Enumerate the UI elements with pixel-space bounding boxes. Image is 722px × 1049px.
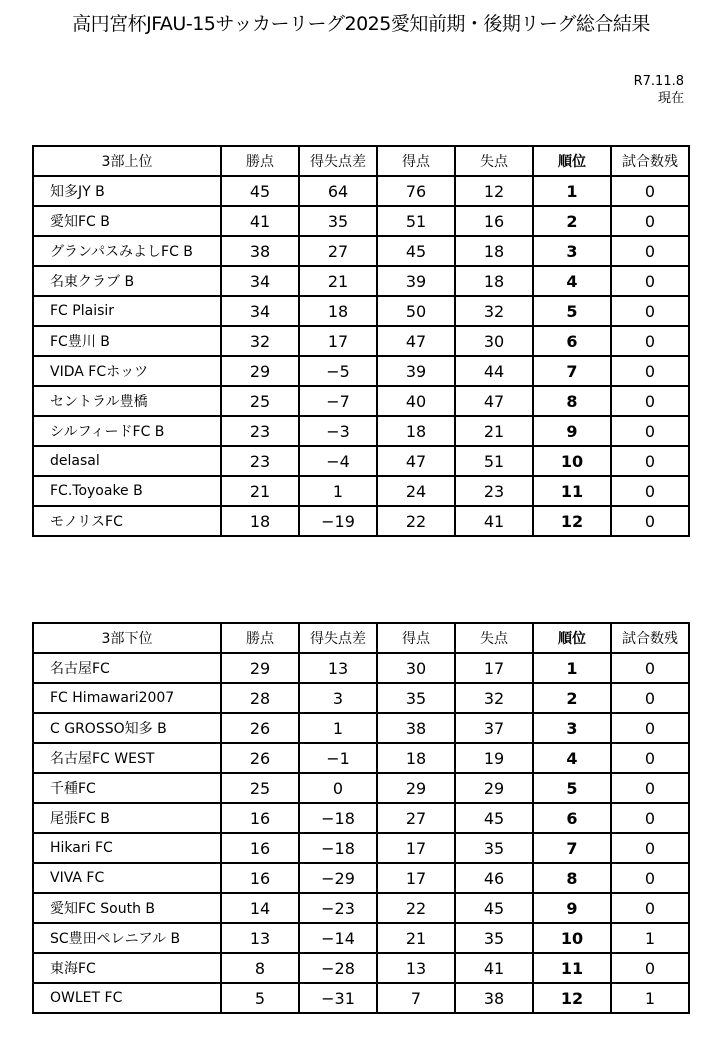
goals-against-cell: 18 bbox=[455, 266, 533, 296]
points-cell: 34 bbox=[221, 266, 299, 296]
team-name: グランパスみよしFC B bbox=[33, 236, 221, 266]
rank-cell: 2 bbox=[533, 683, 611, 713]
as-of-label: 現在 bbox=[657, 91, 684, 106]
goals-for-cell: 29 bbox=[377, 773, 455, 803]
as-of-date bbox=[634, 73, 684, 107]
rank-cell: 4 bbox=[533, 266, 611, 296]
rank-cell: 12 bbox=[533, 506, 611, 536]
goal-diff-cell: 0 bbox=[299, 773, 377, 803]
goals-for-cell: 35 bbox=[377, 683, 455, 713]
column-header-goal-diff: 得失点差 bbox=[299, 146, 377, 176]
table-row bbox=[33, 236, 689, 266]
table-row bbox=[33, 416, 689, 446]
team-name: 愛知FC B bbox=[33, 206, 221, 236]
points-cell: 34 bbox=[221, 296, 299, 326]
rank-cell: 7 bbox=[533, 356, 611, 386]
goal-diff-cell: 27 bbox=[299, 236, 377, 266]
goal-diff-cell: 64 bbox=[299, 176, 377, 206]
goals-against-cell: 47 bbox=[455, 386, 533, 416]
goals-for-cell: 30 bbox=[377, 653, 455, 683]
goal-diff-cell: −29 bbox=[299, 863, 377, 893]
table-row bbox=[33, 356, 689, 386]
table-row bbox=[33, 713, 689, 743]
remaining-games-cell: 0 bbox=[611, 476, 689, 506]
table-row bbox=[33, 803, 689, 833]
goals-against-cell: 45 bbox=[455, 893, 533, 923]
goal-diff-cell: −5 bbox=[299, 356, 377, 386]
column-header-rank: 順位 bbox=[533, 146, 611, 176]
table-row bbox=[33, 326, 689, 356]
goals-for-cell: 27 bbox=[377, 803, 455, 833]
remaining-games-cell: 1 bbox=[611, 983, 689, 1013]
table-row bbox=[33, 506, 689, 536]
column-header-goal-diff: 得失点差 bbox=[299, 623, 377, 653]
team-name: セントラル豊橋 bbox=[33, 386, 221, 416]
team-name: FC Himawari2007 bbox=[33, 683, 221, 713]
points-cell: 26 bbox=[221, 743, 299, 773]
goals-against-cell: 44 bbox=[455, 356, 533, 386]
goals-against-cell: 18 bbox=[455, 236, 533, 266]
points-cell: 25 bbox=[221, 773, 299, 803]
rank-cell: 1 bbox=[533, 653, 611, 683]
remaining-games-cell: 0 bbox=[611, 236, 689, 266]
team-name: 名古屋FC WEST bbox=[33, 743, 221, 773]
column-header-goals-for: 得点 bbox=[377, 623, 455, 653]
goals-against-cell: 35 bbox=[455, 923, 533, 953]
remaining-games-cell: 0 bbox=[611, 743, 689, 773]
goal-diff-cell: 1 bbox=[299, 713, 377, 743]
goals-for-cell: 22 bbox=[377, 506, 455, 536]
points-cell: 26 bbox=[221, 713, 299, 743]
rank-cell: 5 bbox=[533, 773, 611, 803]
remaining-games-cell: 0 bbox=[611, 833, 689, 863]
goals-against-cell: 32 bbox=[455, 683, 533, 713]
team-name: シルフィードFC B bbox=[33, 416, 221, 446]
rank-cell: 11 bbox=[533, 476, 611, 506]
team-name: FC Plaisir bbox=[33, 296, 221, 326]
goals-for-cell: 47 bbox=[377, 446, 455, 476]
goals-for-cell: 38 bbox=[377, 713, 455, 743]
rank-cell: 8 bbox=[533, 386, 611, 416]
rank-cell: 6 bbox=[533, 803, 611, 833]
goal-diff-cell: 3 bbox=[299, 683, 377, 713]
column-header-goals-against: 失点 bbox=[455, 623, 533, 653]
goals-for-cell: 7 bbox=[377, 983, 455, 1013]
team-name: 東海FC bbox=[33, 953, 221, 983]
rank-cell: 3 bbox=[533, 713, 611, 743]
team-name: 名古屋FC bbox=[33, 653, 221, 683]
standings-table-upper bbox=[32, 145, 690, 537]
rank-cell: 10 bbox=[533, 923, 611, 953]
goal-diff-cell: −18 bbox=[299, 833, 377, 863]
team-name: OWLET FC bbox=[33, 983, 221, 1013]
goals-against-cell: 17 bbox=[455, 653, 533, 683]
table-row bbox=[33, 476, 689, 506]
goals-for-cell: 13 bbox=[377, 953, 455, 983]
goal-diff-cell: −31 bbox=[299, 983, 377, 1013]
goal-diff-cell: −19 bbox=[299, 506, 377, 536]
column-header-goals-against: 失点 bbox=[455, 146, 533, 176]
points-cell: 16 bbox=[221, 863, 299, 893]
table-row bbox=[33, 743, 689, 773]
goals-for-cell: 39 bbox=[377, 356, 455, 386]
remaining-games-cell: 0 bbox=[611, 446, 689, 476]
goals-against-cell: 19 bbox=[455, 743, 533, 773]
goals-for-cell: 24 bbox=[377, 476, 455, 506]
goals-against-cell: 46 bbox=[455, 863, 533, 893]
page-title: 高円宮杯JFAU-15サッカーリーグ2025愛知前期・後期リーグ総合結果 bbox=[72, 13, 650, 35]
goal-diff-cell: 1 bbox=[299, 476, 377, 506]
rank-cell: 3 bbox=[533, 236, 611, 266]
goals-for-cell: 40 bbox=[377, 386, 455, 416]
goal-diff-cell: −1 bbox=[299, 743, 377, 773]
table-row bbox=[33, 446, 689, 476]
goals-against-cell: 23 bbox=[455, 476, 533, 506]
column-header-remaining: 試合数残 bbox=[611, 623, 689, 653]
rank-cell: 6 bbox=[533, 326, 611, 356]
points-cell: 21 bbox=[221, 476, 299, 506]
points-cell: 45 bbox=[221, 176, 299, 206]
goals-against-cell: 45 bbox=[455, 803, 533, 833]
team-name: SC豊田ペレニアル B bbox=[33, 923, 221, 953]
remaining-games-cell: 0 bbox=[611, 506, 689, 536]
goal-diff-cell: −7 bbox=[299, 386, 377, 416]
remaining-games-cell: 0 bbox=[611, 713, 689, 743]
points-cell: 16 bbox=[221, 803, 299, 833]
goals-for-cell: 18 bbox=[377, 743, 455, 773]
column-header-rank: 順位 bbox=[533, 623, 611, 653]
team-name: Hikari FC bbox=[33, 833, 221, 863]
team-name: VIVA FC bbox=[33, 863, 221, 893]
table-row bbox=[33, 773, 689, 803]
division-header: 3部下位 bbox=[33, 623, 221, 653]
table-row bbox=[33, 923, 689, 953]
rank-cell: 2 bbox=[533, 206, 611, 236]
team-name: 千種FC bbox=[33, 773, 221, 803]
goals-against-cell: 32 bbox=[455, 296, 533, 326]
goals-for-cell: 21 bbox=[377, 923, 455, 953]
table-row bbox=[33, 863, 689, 893]
column-header-remaining: 試合数残 bbox=[611, 146, 689, 176]
remaining-games-cell: 0 bbox=[611, 893, 689, 923]
header-row bbox=[33, 146, 689, 176]
rank-cell: 10 bbox=[533, 446, 611, 476]
goals-for-cell: 39 bbox=[377, 266, 455, 296]
rank-cell: 5 bbox=[533, 296, 611, 326]
table-row bbox=[33, 983, 689, 1013]
goal-diff-cell: −23 bbox=[299, 893, 377, 923]
goal-diff-cell: −14 bbox=[299, 923, 377, 953]
goals-against-cell: 12 bbox=[455, 176, 533, 206]
table-row bbox=[33, 683, 689, 713]
team-name: 尾張FC B bbox=[33, 803, 221, 833]
rank-cell: 11 bbox=[533, 953, 611, 983]
table-row bbox=[33, 833, 689, 863]
remaining-games-cell: 1 bbox=[611, 923, 689, 953]
table-row bbox=[33, 206, 689, 236]
goal-diff-cell: 18 bbox=[299, 296, 377, 326]
remaining-games-cell: 0 bbox=[611, 653, 689, 683]
goal-diff-cell: 35 bbox=[299, 206, 377, 236]
points-cell: 32 bbox=[221, 326, 299, 356]
team-name: delasal bbox=[33, 446, 221, 476]
goals-against-cell: 21 bbox=[455, 416, 533, 446]
points-cell: 5 bbox=[221, 983, 299, 1013]
team-name: FC.Toyoake B bbox=[33, 476, 221, 506]
table-row bbox=[33, 176, 689, 206]
rank-cell: 4 bbox=[533, 743, 611, 773]
column-header-goals-for: 得点 bbox=[377, 146, 455, 176]
table-row bbox=[33, 893, 689, 923]
goal-diff-cell: −3 bbox=[299, 416, 377, 446]
team-name: 名東クラブ B bbox=[33, 266, 221, 296]
team-name: 愛知FC South B bbox=[33, 893, 221, 923]
goal-diff-cell: −28 bbox=[299, 953, 377, 983]
goals-against-cell: 37 bbox=[455, 713, 533, 743]
remaining-games-cell: 0 bbox=[611, 773, 689, 803]
goals-for-cell: 17 bbox=[377, 833, 455, 863]
goals-for-cell: 22 bbox=[377, 893, 455, 923]
rank-cell: 9 bbox=[533, 416, 611, 446]
rank-cell: 1 bbox=[533, 176, 611, 206]
table-row bbox=[33, 296, 689, 326]
goals-against-cell: 16 bbox=[455, 206, 533, 236]
goals-for-cell: 17 bbox=[377, 863, 455, 893]
goals-against-cell: 30 bbox=[455, 326, 533, 356]
team-name: C GROSSO知多 B bbox=[33, 713, 221, 743]
remaining-games-cell: 0 bbox=[611, 176, 689, 206]
goals-against-cell: 35 bbox=[455, 833, 533, 863]
points-cell: 13 bbox=[221, 923, 299, 953]
table-row bbox=[33, 953, 689, 983]
table-row bbox=[33, 266, 689, 296]
points-cell: 38 bbox=[221, 236, 299, 266]
goals-against-cell: 41 bbox=[455, 506, 533, 536]
remaining-games-cell: 0 bbox=[611, 206, 689, 236]
goals-against-cell: 38 bbox=[455, 983, 533, 1013]
points-cell: 23 bbox=[221, 446, 299, 476]
goals-against-cell: 51 bbox=[455, 446, 533, 476]
remaining-games-cell: 0 bbox=[611, 386, 689, 416]
goal-diff-cell: 13 bbox=[299, 653, 377, 683]
team-name: FC豊川 B bbox=[33, 326, 221, 356]
team-name: VIDA FCホッツ bbox=[33, 356, 221, 386]
remaining-games-cell: 0 bbox=[611, 953, 689, 983]
table-row bbox=[33, 386, 689, 416]
remaining-games-cell: 0 bbox=[611, 296, 689, 326]
points-cell: 29 bbox=[221, 356, 299, 386]
goals-for-cell: 76 bbox=[377, 176, 455, 206]
goals-against-cell: 41 bbox=[455, 953, 533, 983]
points-cell: 8 bbox=[221, 953, 299, 983]
rank-cell: 7 bbox=[533, 833, 611, 863]
table-row bbox=[33, 653, 689, 683]
remaining-games-cell: 0 bbox=[611, 863, 689, 893]
points-cell: 18 bbox=[221, 506, 299, 536]
points-cell: 25 bbox=[221, 386, 299, 416]
rank-cell: 9 bbox=[533, 893, 611, 923]
rank-cell: 12 bbox=[533, 983, 611, 1013]
team-name: モノリスFC bbox=[33, 506, 221, 536]
goals-for-cell: 51 bbox=[377, 206, 455, 236]
goal-diff-cell: −18 bbox=[299, 803, 377, 833]
points-cell: 41 bbox=[221, 206, 299, 236]
standings-table-lower bbox=[32, 622, 690, 1014]
remaining-games-cell: 0 bbox=[611, 683, 689, 713]
as-of-date-value: R7.11.8 bbox=[633, 74, 684, 89]
remaining-games-cell: 0 bbox=[611, 356, 689, 386]
goal-diff-cell: 17 bbox=[299, 326, 377, 356]
goals-against-cell: 29 bbox=[455, 773, 533, 803]
goals-for-cell: 50 bbox=[377, 296, 455, 326]
points-cell: 29 bbox=[221, 653, 299, 683]
goals-for-cell: 45 bbox=[377, 236, 455, 266]
points-cell: 28 bbox=[221, 683, 299, 713]
goals-for-cell: 18 bbox=[377, 416, 455, 446]
goals-for-cell: 47 bbox=[377, 326, 455, 356]
goal-diff-cell: 21 bbox=[299, 266, 377, 296]
column-header-points: 勝点 bbox=[221, 146, 299, 176]
division-header: 3部上位 bbox=[33, 146, 221, 176]
goal-diff-cell: −4 bbox=[299, 446, 377, 476]
column-header-points: 勝点 bbox=[221, 623, 299, 653]
points-cell: 23 bbox=[221, 416, 299, 446]
points-cell: 16 bbox=[221, 833, 299, 863]
rank-cell: 8 bbox=[533, 863, 611, 893]
remaining-games-cell: 0 bbox=[611, 266, 689, 296]
remaining-games-cell: 0 bbox=[611, 326, 689, 356]
team-name: 知多JY B bbox=[33, 176, 221, 206]
remaining-games-cell: 0 bbox=[611, 803, 689, 833]
remaining-games-cell: 0 bbox=[611, 416, 689, 446]
points-cell: 14 bbox=[221, 893, 299, 923]
header-row bbox=[33, 623, 689, 653]
